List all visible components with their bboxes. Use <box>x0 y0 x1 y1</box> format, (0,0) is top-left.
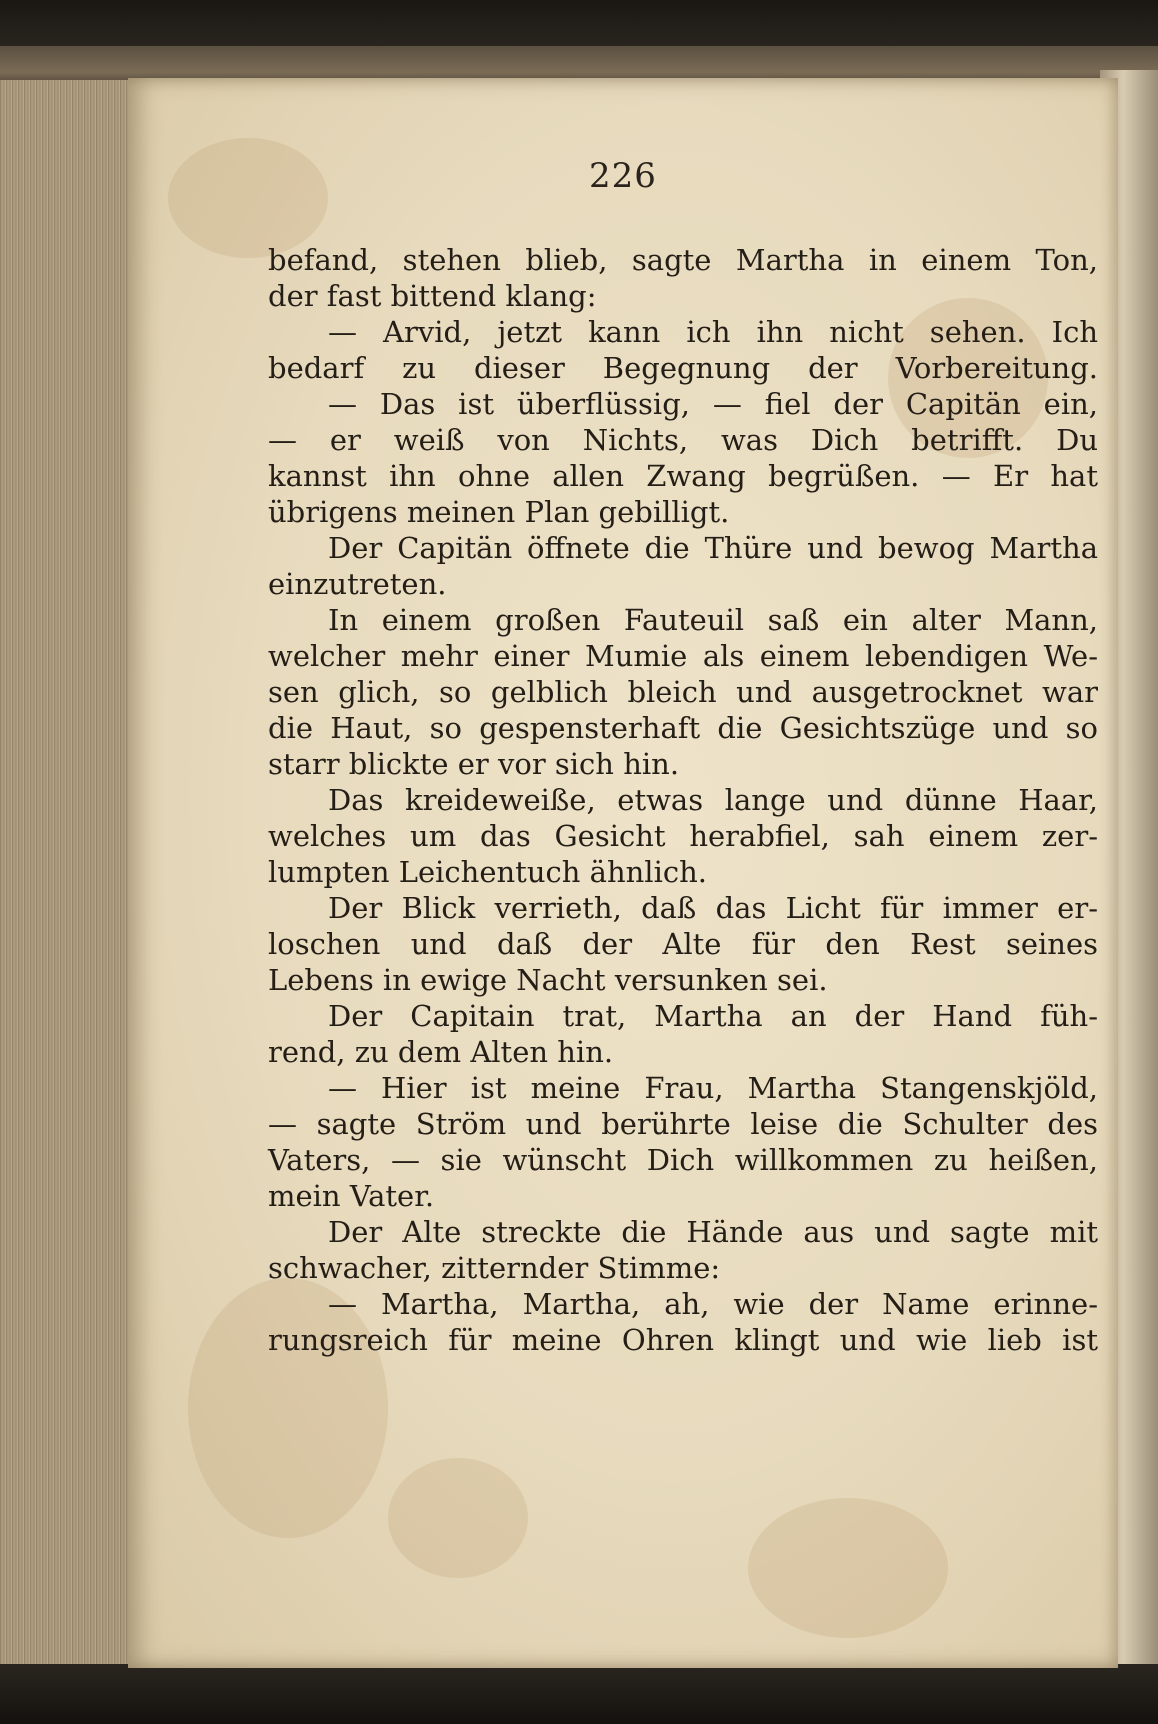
text-line: — Arvid, jetzt kann ich ihn nicht sehen. Ich <box>328 315 1098 349</box>
text-line: rungsreich für meine Ohren klingt und wie lieb ist <box>268 1323 1098 1357</box>
text-line: sen glich, so gelblich bleich und ausgetrocknet war <box>268 675 1098 709</box>
text-line: kannst ihn ohne allen Zwang begrüßen. — Er hat <box>268 459 1098 493</box>
text-line: bedarf zu dieser Begegnung der Vorbereitung. <box>268 351 1098 385</box>
text-line: Vaters, — sie wünscht Dich willkommen zu heißen, <box>268 1143 1098 1177</box>
page-block-edge <box>0 80 142 1670</box>
text-line: befand, stehen blieb, sagte Martha in einem Ton, <box>268 243 1098 277</box>
text-line: mein Vater. <box>268 1179 435 1213</box>
text-line: Lebens in ewige Nacht versunken sei. <box>268 963 828 997</box>
text-line: starr blickte er vor sich hin. <box>268 747 680 781</box>
text-line: Das kreideweiße, etwas lange und dünne Haar, <box>328 783 1098 817</box>
text-line: rend, zu dem Alten hin. <box>268 1035 614 1069</box>
paper-stain <box>388 1458 528 1578</box>
text-line: In einem großen Fauteuil saß ein alter Mann, <box>328 603 1098 637</box>
text-line: Der Blick verrieth, daß das Licht für immer er- <box>328 891 1098 925</box>
paper-stain <box>748 1498 948 1638</box>
text-line: die Haut, so gespensterhaft die Gesichtszüge und so <box>268 711 1098 745</box>
text-line: einzutreten. <box>268 567 447 601</box>
text-line: Der Capitän öffnete die Thüre und bewog Martha <box>328 531 1098 565</box>
text-line: — Martha, Martha, ah, wie der Name erinne- <box>328 1287 1098 1321</box>
text-line: — Das ist überflüssig, — fiel der Capitän ein, <box>328 387 1098 421</box>
text-line: — er weiß von Nichts, was Dich betrifft. Du <box>268 423 1098 457</box>
text-line: loschen und daß der Alte für den Rest seines <box>268 927 1098 961</box>
text-line: Der Alte streckte die Hände aus und sagte mit <box>328 1215 1098 1249</box>
text-line: schwacher, zitternder Stimme: <box>268 1251 721 1285</box>
background-bottom <box>0 1664 1158 1724</box>
text-line: der fast bittend klang: <box>268 279 597 313</box>
text-line: — Hier ist meine Frau, Martha Stangenskjöld, <box>328 1071 1098 1105</box>
book-page <box>128 78 1118 1668</box>
text-line: Der Capitain trat, Martha an der Hand füh- <box>328 999 1098 1033</box>
text-line: lumpten Leichentuch ähnlich. <box>268 855 707 889</box>
page-number: 226 <box>589 156 657 196</box>
text-line: — sagte Ström und berührte leise die Schulter des <box>268 1107 1098 1141</box>
text-line: welcher mehr einer Mumie als einem lebendigen We- <box>268 639 1098 673</box>
text-line: übrigens meinen Plan gebilligt. <box>268 495 730 529</box>
text-line: welches um das Gesicht herabfiel, sah einem zer- <box>268 819 1098 853</box>
